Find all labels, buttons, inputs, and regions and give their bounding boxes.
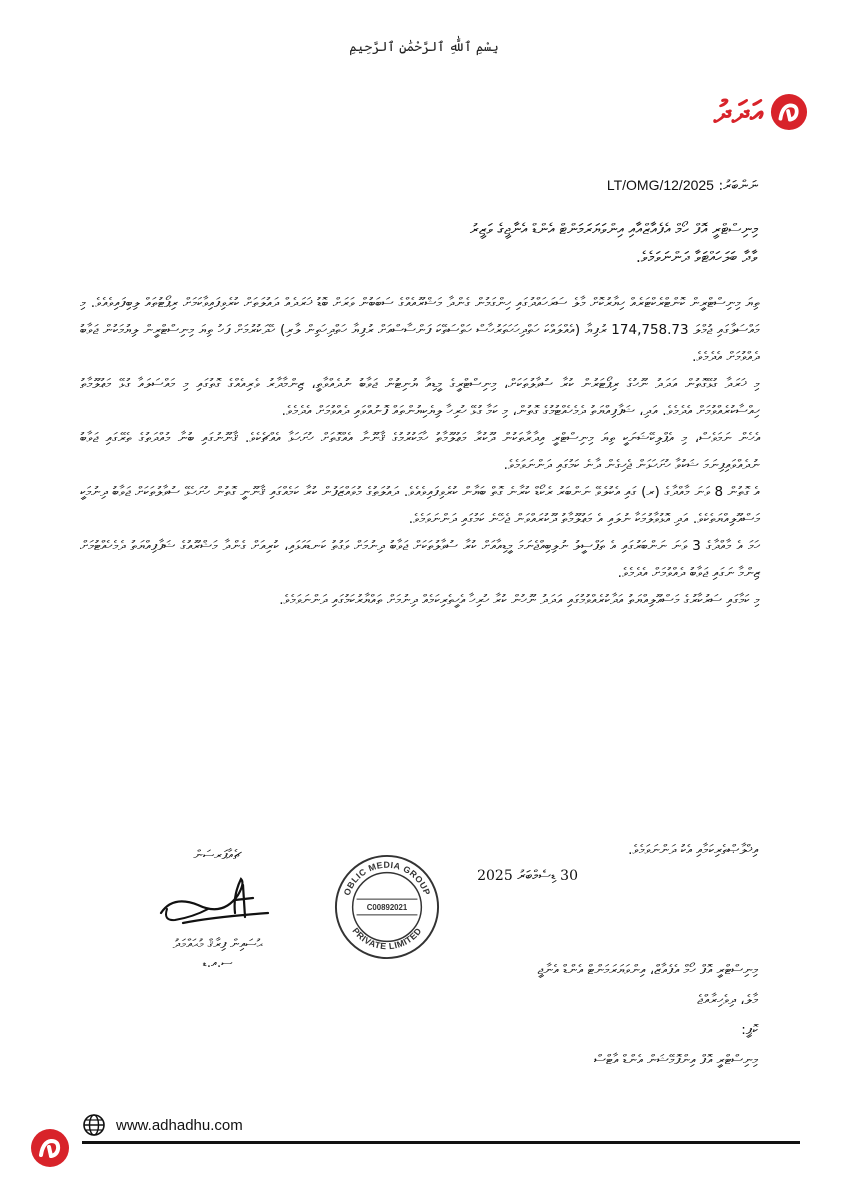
reference-line	[607, 177, 758, 194]
stamp-number: C00892021	[366, 902, 408, 912]
logo-mark-icon	[770, 93, 808, 131]
address-line-1: މިނިސްޓްރީ އޮފް ހޯމް އެފެއާޒްއާއި އިންވަޔަރަމަންޓް އެންޑް އެނާޖީގެ ވަޒީރު	[469, 220, 758, 238]
brand-logo	[714, 93, 808, 131]
letter-address	[118, 215, 758, 271]
closing-line: އިޚްލާޞްތެރިކަމާއި އެކު ދަންނަވަމެވެ.	[628, 842, 758, 858]
reference-label: ނަންބަރު:	[718, 178, 758, 194]
signature-mark	[153, 865, 283, 935]
body-paragraph-3: އެހެން ނަމަވެސް، މި އެޕްލިކޭޝަނަކީ ތިޔަ މިނިސްޓްރީ އިދާރާތަކުން ދޫކުރާ މަޢުލޫމާތު ހާމަކުރުމުގެ ޤާނޫނާ އެއްގޮތަށް ހުށަހަޅާ އެއްޗެކެވެ. ޤާނޫނުގައި ބުނާ މުއްދަތުގެ ތެރޭގައި ޖަވާބު ނުދެއްވައިފިނަމަ ޝަކުވާ ހުށަހަޅަން ޖެހިގެން ދާނެ ކަމުގައި ދަންނަވަމެވެ.	[80, 430, 760, 473]
signatory-name: ޙުސައިން ފިރާޤް މުޙައްމަދު	[172, 937, 263, 952]
recipient-line-1: މިނިސްޓްރީ އޮފް ހޯމް އެފެއާޒް، އިންވަޔަރަމަންޓް އެންޑް އެނާޖީ	[537, 962, 758, 978]
letter-body	[80, 290, 760, 614]
recipient-line-2: މާލެ، ދިވެހިރާއްޖެ	[697, 992, 758, 1008]
footer-logo-icon	[30, 1128, 70, 1168]
body-paragraph-4: އެ ގޮތުން 8 ވަނަ މާއްދާގެ (ރ) ގައި އެކުލެވޭ ނަންބަރު ރެކޯޑް ކުރާނެ ގޮތް ބަޔާން ކުރެވިފައިވެއެވެ. ދައުލަތުގެ މުވައްޒަފުން ކުރާ ކަމެއްގައި ޤާނޫނީ ގޮތުން ހުށަހެޅޭ ސުވާލުތަކަށް ޖަވާބު ދިނުމަކީ މަސްއޫލިއްޔަތެކެވެ. އަދި އޮޅުވާލުމަކާ ނުލައި އެ މަޢުލޫމާތު ދޫކުރައްވަން ޖެހޭނެ ކަމުގައި ދަންނަވަމެވެ.	[80, 484, 761, 527]
stamp-bottom-text: PRIVATE LIMITED	[350, 925, 424, 952]
body-paragraph-2: މި ޚަރަދާ ގުޅޭގޮތުން އަދަދު ނޫހުގެ ރިޕޯޓަރުން ކުރާ ސުވާލުތަކަށް، މިނިސްޓްރީގެ މީޑިއާ ޔުނިޓުން ޖަވާބު ނުދެއްވާތީ، ޒިންމާދާރު ވެރިއެއްގެ ގޮތުގައި މި މައްސަލައާ ގުޅޭ މަޢުލޫމާތު ހިއްސާކުރެއްވުމަށް އެދެމެވެ. އަދި، ޝަފާފިއްޔަތު ދެމެހެއްޓުމުގެ ގޮތުން، މި ކަމާ ގުޅޭ ހުރިހާ ލިޔެކިޔުންތައް ފޮނުއްވައި ދެއްވުމަށް އެދެމެވެ.	[80, 376, 760, 419]
signature-block	[130, 848, 305, 971]
svg-text:OBLIC MEDIA GROUP	[342, 860, 433, 897]
reference-number: LT/OMG/12/2025	[606, 177, 714, 193]
body-paragraph-5: ހަމަ އެ މާއްދާގެ 3 ވަނަ ނަންބަރުގައި އެ ތަފްސީލު ނުލިބިއްޖެނަމަ މީޑިއާއަށް ކުރާ ސުވާލުތަކަށް ޖަވާބު ދިނުމަށް ވަގުތު ކަނޑައަޅައި، ކުރިއަށް ގެންދާ މަޝްރޫއުގެ ޝަފާފިއްޔަތު ދެމެހެއްޓުމަށް ޒިންމާ ނަގައި ޖަވާބު ދެއްވުމަށް އެދެމެވެ.	[80, 538, 760, 581]
recipients-block	[537, 955, 758, 1075]
body-paragraph-6: މި ކަމާގައި ސަރުކާރުގެ މަސްއޫލިއްޔަތު އަދާކުރެއްވުމުގައި އަދަދު ނޫހުން ކުރާ ހުރިހާ އެހީތެރިކަމެއް ދިނުމަށް ތައްޔާރުކަމުގައި ދަންނަވަމެވެ.	[279, 592, 760, 608]
signatory-id: ސ.އ.ޑ	[202, 956, 233, 971]
footer-divider	[82, 1141, 800, 1144]
website-link[interactable]: www.adhadhu.com	[116, 1116, 243, 1134]
globe-icon	[82, 1113, 106, 1137]
signatory-title: ޗެއާޕަރސަން	[193, 848, 242, 863]
footer-website	[82, 1113, 243, 1137]
address-line-2: ވާދާ ބަލަހައްޓަވާ ދަންނަވަމެވެ.	[636, 248, 758, 266]
company-stamp	[333, 853, 441, 961]
stamp-top-text: OBLIC MEDIA GROUP	[341, 859, 433, 897]
cc-label: ކޮޕީ:	[741, 1022, 758, 1038]
body-paragraph-1: ތިޔަ މިނިސްޓްރީން ކޮންޓްރެކްޓަރެއް ހިޔާރުކޮށް މާލެ ސަރަހައްދުގައި ހިންގަމުން ގެންދާ މަޝްރޫއެއްގެ ސަބަބުން ވަރަށް ބޮޑު ޚަރަދެއް ދައުލަތަށް ކުރެވިފައިވާކަމަށް ރިޕޯޓުތައް ލިބިފައިވެއެވެ. މި މައްސަލާގައި ޖުމްލަ 174,758.73 ރުފިޔާ (އެއްލައްކަ ހަތްދިހަހަތަރުހާސް ހަތްސަތޭކަ ފަންސާސްއަށް ރުފިޔާ ހަތްދިހަތިން ލާރި) ހޭދަކުރުމަށް ފަހު ތިޔަ މިނިސްޓްރީން ލިޔުމަކުން ޖަވާބު ދެއްވުމަށް އެދެމެވެ.	[80, 295, 760, 365]
bismillah-calligraphy: بِسْمِ ٱللَّٰهِ ٱلرَّحْمَٰنِ ٱلرَّحِيمِ	[349, 40, 499, 55]
logo-wordmark: އަދަދު	[713, 94, 764, 130]
recipient-line-3: މިނިސްޓްރީ އޮފް އިންފޮމޭޝަން އެންޑް އާޓްސް	[593, 1052, 758, 1068]
letter-date: 30 ޑިސެމްބަރު 2025	[477, 868, 578, 884]
